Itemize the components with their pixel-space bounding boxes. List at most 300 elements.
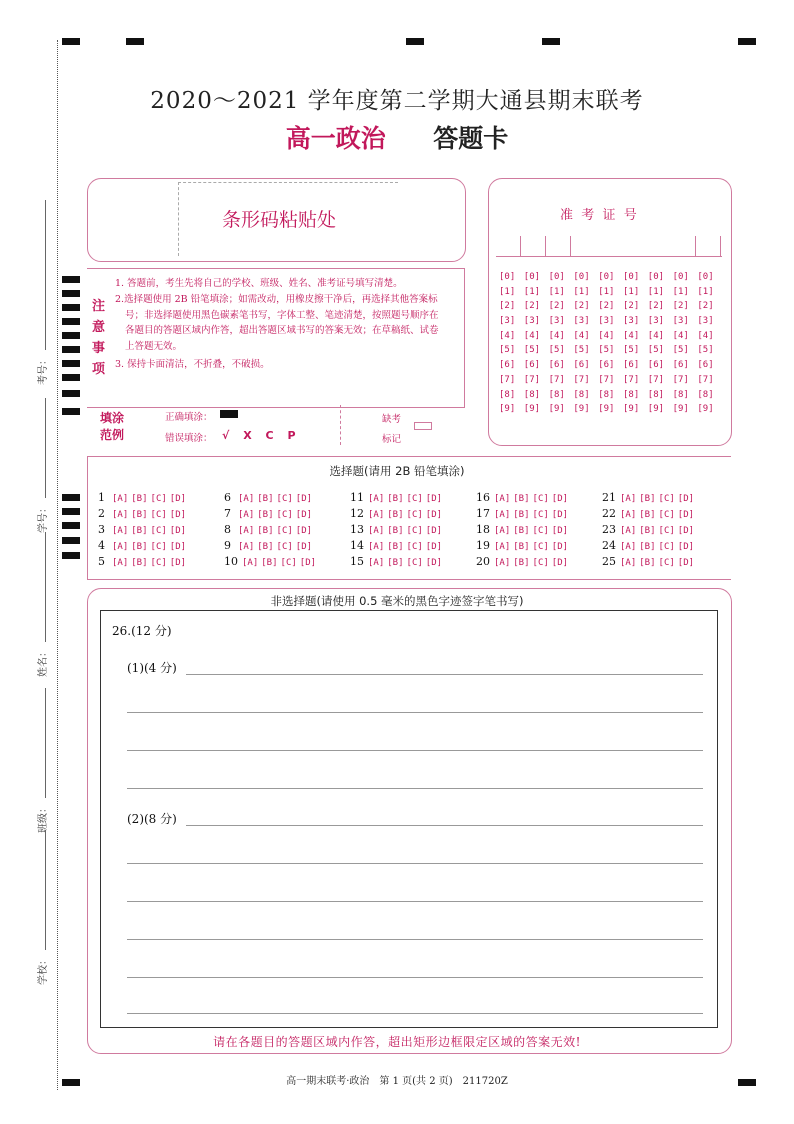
question-number: 16 [476,491,490,504]
exam-id-digit-bubble[interactable]: [6] [598,360,615,371]
answer-line [127,788,703,789]
choice-question [224,507,350,520]
timing-mark [62,318,80,325]
answer-bubble[interactable]: [B] [639,558,656,568]
exam-id-digit-bubble[interactable]: [4] [697,330,714,341]
exam-id-digit-bubble[interactable]: [2] [523,301,541,312]
question-number: 12 [350,507,364,520]
exam-id-divider [520,236,521,256]
answer-bubble[interactable]: [C] [658,526,675,536]
exam-id-digit-bubble[interactable]: [7] [499,374,516,385]
xuexiao-field[interactable] [34,830,49,985]
exam-id-digit-bubble[interactable]: [3] [598,316,615,327]
exam-id-digit-bubble[interactable]: [8] [499,389,516,400]
exam-id-digit-bubble[interactable]: [4] [573,330,590,341]
answer-bubble[interactable]: [A] [242,558,259,568]
answer-bubble[interactable]: [C] [406,494,423,504]
exam-id-digit-bubble[interactable]: [3] [672,316,689,327]
exam-id-digit-bubble[interactable]: [4] [548,330,565,341]
answer-bubble[interactable]: [B] [257,494,274,504]
exam-id-digit-bubble[interactable]: [8] [573,389,590,400]
exam-id-digit-bubble[interactable]: [1] [523,286,541,297]
choice-question [224,523,350,536]
choice-question [602,523,728,536]
question-number: 7 [224,507,231,520]
answer-bubble[interactable]: [C] [406,542,423,552]
choice-question [224,539,350,552]
answer-bubble[interactable]: [D] [677,526,695,536]
answer-bubble[interactable]: [D] [551,510,569,520]
exam-id-digit-bubble[interactable]: [3] [523,316,541,327]
answer-bubble[interactable]: [D] [295,526,313,536]
exam-id-digit-bubble[interactable]: [7] [598,374,615,385]
choice-question [350,507,476,520]
exam-id-digit-column [697,272,719,419]
answer-bubble[interactable]: [C] [532,494,549,504]
notice-heading-char: 意 [92,320,106,335]
notice-item: 上答题无效。 [125,341,183,353]
part2-label: (2)(8 分) [127,812,177,826]
exam-id-digit-bubble[interactable]: [5] [697,345,714,356]
page-title: 2020～2021 学年度第二学期大通县期末联考 [150,88,644,114]
exam-id-digit-bubble[interactable]: [7] [647,374,665,385]
answer-bubble[interactable]: [D] [551,526,569,536]
answer-bubble[interactable]: [A] [112,542,129,552]
answer-bubble[interactable]: [C] [658,510,675,520]
exam-id-digit-bubble[interactable]: [1] [573,286,590,297]
answer-bubble[interactable]: [D] [169,526,187,536]
answer-line [127,977,703,978]
absent-label-line: 缺考 [382,414,402,425]
answer-bubble[interactable]: [B] [131,526,148,536]
answer-bubble[interactable]: [C] [276,542,293,552]
exam-id-digit-bubble[interactable]: [1] [623,286,640,297]
exam-id-digit-bubble[interactable]: [5] [523,345,541,356]
answer-bubble[interactable]: [D] [677,558,695,568]
binding-line [57,40,58,1090]
question-number: 5 [98,555,105,568]
exam-id-digit-column [499,272,521,419]
answer-bubble[interactable]: [D] [169,510,187,520]
registration-mark [62,38,80,45]
exam-id-digit-bubble[interactable]: [3] [499,316,516,327]
timing-mark [62,360,80,367]
exam-id-digit-bubble[interactable]: [6] [499,360,516,371]
answer-bubble[interactable]: [D] [551,542,569,552]
answer-bubble[interactable]: [D] [551,494,569,504]
answer-bubble[interactable]: [B] [513,526,530,536]
timing-mark [62,304,80,311]
exam-id-digit-bubble[interactable]: [1] [548,286,565,297]
exam-id-digit-bubble[interactable]: [8] [623,389,640,400]
timing-mark [62,290,80,297]
answer-bubble[interactable]: [A] [494,542,511,552]
exam-id-digit-bubble[interactable]: [2] [548,301,565,312]
exam-id-digit-bubble[interactable]: [9] [499,404,516,415]
exam-id-digit-bubble[interactable]: [6] [548,360,565,371]
choice-question [350,539,476,552]
choice-question [98,507,224,520]
answer-bubble[interactable]: [B] [131,494,148,504]
barcode-dashed-frame-left [178,182,179,256]
answer-bubble[interactable]: [A] [494,558,511,568]
answer-line [127,939,703,940]
question-number: 21 [602,491,616,504]
correct-fill-example [220,410,238,418]
exam-id-digit-column [524,272,546,419]
answer-bubble[interactable]: [D] [295,494,313,504]
xingming-field[interactable] [34,532,49,677]
exam-id-digit-bubble[interactable]: [3] [647,316,665,327]
fill-heading-line: 填涂 [100,411,125,425]
exam-id-digit-bubble[interactable]: [7] [548,374,565,385]
answer-bubble[interactable]: [A] [620,542,637,552]
choice-question [98,491,224,504]
answer-bubble[interactable]: [D] [677,542,695,552]
exam-id-digit-bubble[interactable]: [0] [523,272,541,282]
question-number: 24 [602,539,616,552]
exam-id-digit-bubble[interactable]: [8] [647,389,665,400]
answer-bubble[interactable]: [A] [494,510,511,520]
exam-id-digit-bubble[interactable]: [9] [598,404,615,415]
exam-id-digit-bubble[interactable]: [0] [548,272,565,282]
exam-id-digit-bubble[interactable]: [9] [697,404,714,415]
notice-item: 3. 保持卡面清洁，不折叠，不破损。 [115,358,270,370]
answer-bubble[interactable]: [B] [387,542,404,552]
answer-bubble[interactable]: [D] [169,542,187,552]
exam-id-digit-bubble[interactable]: [1] [598,286,615,297]
exam-id-divider [570,236,571,256]
answer-bubble[interactable]: [C] [150,526,167,536]
answer-bubble[interactable]: [D] [425,510,443,520]
answer-bubble[interactable]: [C] [150,510,167,520]
exam-id-digit-bubble[interactable]: [0] [623,272,640,282]
exam-id-digit-bubble[interactable]: [2] [672,301,689,312]
banji-field[interactable] [34,688,49,833]
exam-id-digit-bubble[interactable]: [5] [499,345,516,356]
answer-bubble[interactable]: [A] [238,510,255,520]
exam-id-digit-bubble[interactable]: [2] [697,301,714,312]
exam-id-digit-bubble[interactable]: [6] [523,360,541,371]
exam-id-digit-bubble[interactable]: [6] [573,360,590,371]
timing-mark [62,332,80,339]
answer-bubble[interactable]: [A] [494,494,511,504]
exam-id-divider [695,236,696,256]
answer-bubble[interactable]: [B] [257,542,274,552]
xuexiao-label: 学校： [38,955,49,985]
question-number: 3 [98,523,105,536]
exam-id-digit-column [549,272,571,419]
answer-line [127,750,703,751]
exam-id-digit-bubble[interactable]: [9] [548,404,565,415]
exam-id-digit-bubble[interactable]: [9] [573,404,590,415]
xuehao-field[interactable] [34,398,49,533]
wrong-mark: X [243,429,252,442]
notice-text [115,276,439,373]
exam-id-digit-bubble[interactable]: [6] [647,360,665,371]
exam-id-digit-bubble[interactable]: [0] [499,272,516,282]
notice-heading-char: 事 [92,341,106,356]
answer-bubble[interactable]: [D] [425,542,443,552]
exam-id-digit-bubble[interactable]: [5] [573,345,590,356]
exam-id-digit-bubble[interactable]: [1] [499,286,516,297]
exam-id-digit-bubble[interactable]: [8] [598,389,615,400]
answer-bubble[interactable]: [D] [425,494,443,504]
answer-bubble[interactable]: [C] [406,526,423,536]
answer-bubble[interactable]: [C] [532,542,549,552]
answer-bubble[interactable]: [D] [169,494,187,504]
answer-bubble[interactable]: [A] [368,510,385,520]
answer-bubble[interactable]: [B] [513,510,530,520]
answer-bubble[interactable]: [A] [620,510,637,520]
answer-bubble[interactable]: [A] [620,558,637,568]
timing-mark [62,552,80,559]
choice-question [476,539,602,552]
correct-fill-label: 正确填涂： [165,412,213,423]
exam-id-digit-bubble[interactable]: [9] [672,404,689,415]
answer-bubble[interactable]: [D] [295,510,313,520]
notice-heading-char: 项 [92,362,106,377]
answer-bubble[interactable]: [A] [112,494,129,504]
answer-bubble[interactable]: [B] [387,558,404,568]
answer-bubble[interactable]: [D] [425,526,443,536]
answer-bubble[interactable]: [A] [620,494,637,504]
answer-bubble[interactable]: [C] [276,526,293,536]
notice-item: 1. 答题前，考生先将自己的学校、班级、姓名、准考证号填写清楚。 [115,278,403,289]
exam-id-digit-bubble[interactable]: [2] [647,301,665,312]
answer-bubble[interactable]: [A] [112,510,129,520]
choice-question [224,491,350,504]
answer-line [127,1013,703,1014]
exam-id-digit-bubble[interactable]: [4] [672,330,689,341]
question-number: 17 [476,507,490,520]
answer-bubble[interactable]: [B] [131,542,148,552]
notice-heading [92,296,105,380]
answer-bubble[interactable]: [B] [387,494,404,504]
answer-bubble[interactable]: [B] [257,510,274,520]
notice-item: 各题目的答题区域内作答，超出答题区域书写的答案无效；在草稿纸、试卷 [125,325,439,337]
question-number: 6 [224,491,231,504]
exam-id-digit-bubble[interactable]: [2] [598,301,615,312]
answer-bubble[interactable]: [C] [150,558,167,568]
timing-mark [62,276,80,283]
exam-id-digit-bubble[interactable]: [5] [598,345,615,356]
exam-id-digit-bubble[interactable]: [7] [623,374,640,385]
exam-id-digit-bubble[interactable]: [5] [623,345,640,356]
exam-id-digit-bubble[interactable]: [2] [623,301,640,312]
choice-question [602,539,728,552]
exam-id-digit-bubble[interactable]: [9] [647,404,665,415]
choice-question [350,491,476,504]
card-name: 答题卡 [433,124,509,153]
exam-id-divider [545,236,546,256]
answer-line [186,825,703,826]
answer-bubble[interactable]: [D] [551,558,569,568]
answer-bubble[interactable]: [B] [387,526,404,536]
answer-bubble[interactable]: [A] [368,526,385,536]
banji-label: 班级： [38,803,49,833]
answer-bubble[interactable]: [D] [677,494,695,504]
exam-id-digit-bubble[interactable]: [4] [647,330,665,341]
answer-bubble[interactable]: [A] [112,558,129,568]
answer-bubble[interactable]: [C] [150,542,167,552]
question-number: 23 [602,523,616,536]
exam-id-digit-bubble[interactable]: [3] [623,316,640,327]
question-number: 18 [476,523,490,536]
answer-bubble[interactable]: [C] [658,494,675,504]
question-label: 26.(12 分) [112,624,172,638]
absent-checkbox[interactable] [414,422,432,430]
exam-id-digit-bubble[interactable]: [6] [623,360,640,371]
choice-row [98,555,728,568]
answer-bubble[interactable]: [B] [131,558,148,568]
subject-title [0,119,794,155]
answer-bubble[interactable]: [B] [131,510,148,520]
answer-bubble[interactable]: [C] [276,494,293,504]
answer-bubble[interactable]: [D] [425,558,443,568]
answer-bubble[interactable]: [D] [677,510,695,520]
exam-id-divider [720,236,721,256]
exam-id-digit-bubble[interactable]: [5] [647,345,665,356]
registration-mark [406,38,424,45]
region-warning: 请在各题目的答题区域内作答，超出矩形边框限定区域的答案无效! [213,1035,581,1049]
answer-bubble[interactable]: [A] [238,494,255,504]
choice-row [98,539,728,552]
answer-bubble[interactable]: [D] [295,542,313,552]
answer-bubble[interactable]: [C] [532,558,549,568]
exam-id-digit-bubble[interactable]: [8] [697,389,714,400]
exam-id-digit-bubble[interactable]: [5] [548,345,565,356]
subject-name: 高一政治 [285,124,386,153]
exam-id-digit-bubble[interactable]: [0] [672,272,689,282]
answer-bubble[interactable]: [A] [238,542,255,552]
exam-id-digit-bubble[interactable]: [4] [598,330,615,341]
question-number: 15 [350,555,364,568]
exam-id-digit-bubble[interactable]: [6] [697,360,714,371]
exam-id-digit-bubble[interactable]: [6] [672,360,689,371]
exam-id-digit-bubble[interactable]: [4] [499,330,516,341]
answer-bubble[interactable]: [B] [513,542,530,552]
part1-label: (1)(4 分) [127,661,177,675]
exam-id-digit-bubble[interactable]: [0] [573,272,590,282]
question-number: 14 [350,539,364,552]
exam-id-digit-bubble[interactable]: [5] [672,345,689,356]
answer-line [127,901,703,902]
answer-bubble[interactable]: [C] [406,510,423,520]
exam-id-digit-bubble[interactable]: [0] [697,272,714,282]
answer-bubble[interactable]: [A] [368,542,385,552]
answer-bubble[interactable]: [D] [169,558,187,568]
exam-id-digit-bubble[interactable]: [1] [647,286,665,297]
barcode-dashed-frame [178,182,398,183]
timing-mark [62,522,80,529]
exam-id-digit-bubble[interactable]: [7] [573,374,590,385]
question-number: 22 [602,507,616,520]
answer-bubble[interactable]: [B] [639,494,656,504]
answer-bubble[interactable]: [A] [238,526,255,536]
exam-id-digit-bubble[interactable]: [8] [523,389,541,400]
exam-id-digit-bubble[interactable]: [8] [672,389,689,400]
choice-question [602,555,728,568]
exam-id-digit-bubble[interactable]: [2] [573,301,590,312]
choice-question [98,539,224,552]
answer-bubble[interactable]: [C] [658,542,675,552]
answer-bubble[interactable]: [B] [513,558,530,568]
exam-id-digit-bubble[interactable]: [2] [499,301,516,312]
answer-bubble[interactable]: [A] [112,526,129,536]
answer-bubble[interactable]: [B] [387,510,404,520]
answer-bubble[interactable]: [C] [150,494,167,504]
answer-bubble[interactable]: [C] [532,510,549,520]
timing-mark [62,508,80,515]
answer-bubble[interactable]: [B] [639,510,656,520]
exam-id-digit-bubble[interactable]: [1] [672,286,689,297]
answer-bubble[interactable]: [A] [620,526,637,536]
answer-bubble[interactable]: [C] [658,558,675,568]
answer-line [127,863,703,864]
answer-bubble[interactable]: [B] [639,542,656,552]
answer-bubble[interactable]: [C] [276,510,293,520]
answer-box[interactable] [100,610,718,1028]
exam-id-digit-bubble[interactable]: [4] [523,330,541,341]
question-number: 1 [98,491,105,504]
exam-id-digit-bubble[interactable]: [8] [548,389,565,400]
choice-question [476,523,602,536]
answer-bubble[interactable]: [A] [368,558,385,568]
timing-mark [62,346,80,353]
exam-id-digit-bubble[interactable]: [9] [623,404,640,415]
exam-id-digit-bubble[interactable]: [0] [598,272,615,282]
exam-id-digit-column [648,272,670,419]
answer-bubble[interactable]: [C] [280,558,297,568]
exam-id-digit-bubble[interactable]: [0] [647,272,665,282]
question-number: 9 [224,539,231,552]
kaohao-field[interactable] [34,200,49,385]
answer-bubble[interactable]: [D] [299,558,317,568]
exam-id-digit-bubble[interactable]: [9] [523,404,541,415]
answer-bubble[interactable]: [B] [257,526,274,536]
exam-id-digit-bubble[interactable]: [3] [573,316,590,327]
question-number: 4 [98,539,105,552]
registration-mark [542,38,560,45]
registration-mark [126,38,144,45]
absent-label [382,410,401,450]
exam-id-write-boxes[interactable] [496,236,722,257]
question-number: 2 [98,507,105,520]
exam-id-digit-bubble[interactable]: [3] [548,316,565,327]
exam-id-digit-bubble[interactable]: [7] [697,374,714,385]
exam-id-digit-bubble[interactable]: [7] [672,374,689,385]
answer-line [127,712,703,713]
answer-bubble[interactable]: [B] [639,526,656,536]
exam-id-digit-bubble[interactable]: [3] [697,316,714,327]
answer-bubble[interactable]: [C] [406,558,423,568]
choice-question [350,555,476,568]
choice-question [476,507,602,520]
answer-bubble[interactable]: [B] [261,558,278,568]
answer-bubble[interactable]: [A] [494,526,511,536]
exam-id-digit-bubble[interactable]: [4] [623,330,640,341]
answer-bubble[interactable]: [B] [513,494,530,504]
wrong-mark: P [287,429,296,442]
page-footer: 高一期末联考·政治 第 1 页(共 2 页) 211720Z [286,1076,508,1087]
exam-id-digit-bubble[interactable]: [1] [697,286,714,297]
exam-id-digit-bubble[interactable]: [7] [523,374,541,385]
answer-bubble[interactable]: [A] [368,494,385,504]
answer-line [186,674,703,675]
answer-bubble[interactable]: [C] [532,526,549,536]
xuehao-label: 学号： [38,503,49,533]
